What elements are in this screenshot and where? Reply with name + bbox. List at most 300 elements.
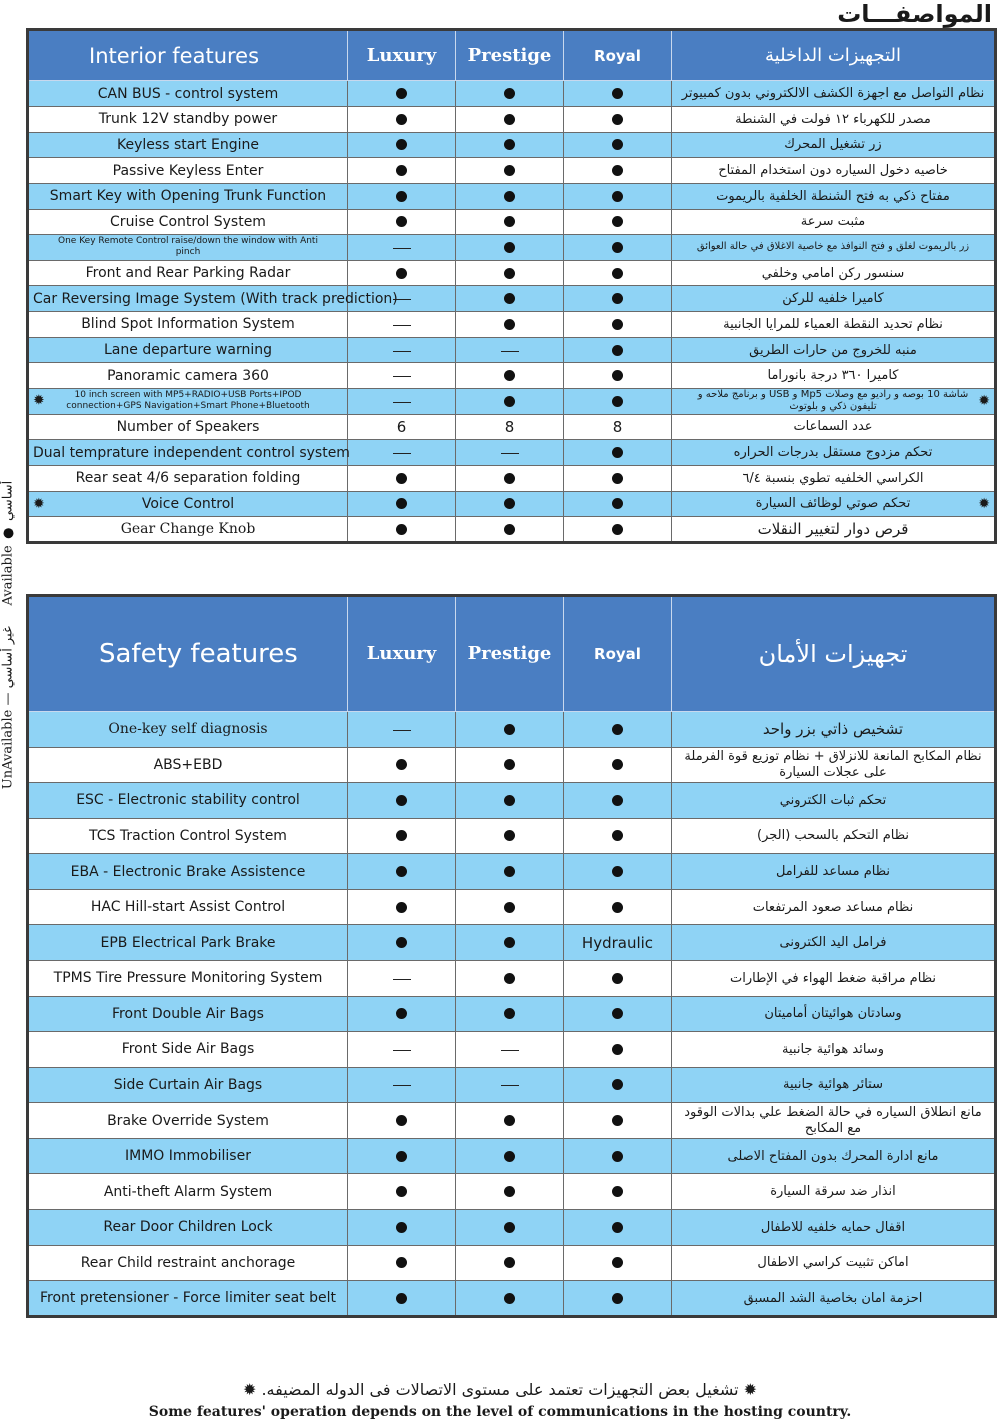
value-prestige — [456, 286, 564, 312]
availability-legend — [0, 475, 18, 795]
dash-icon: — — [0, 692, 16, 706]
table-row — [28, 1281, 996, 1317]
value-luxury — [348, 106, 456, 132]
filled-circle-icon — [396, 1222, 407, 1233]
dash-icon — [393, 351, 411, 352]
filled-circle-icon — [396, 902, 407, 913]
table-row — [28, 286, 996, 312]
value-prestige — [456, 783, 564, 819]
safety-title-en: Safety features — [28, 596, 348, 712]
table-row — [28, 209, 996, 235]
value-text: Hydraulic — [581, 934, 654, 953]
table-row — [28, 1174, 996, 1210]
feature-label-en: Side Curtain Air Bags — [113, 1076, 263, 1093]
filled-circle-icon — [504, 902, 515, 913]
value-royal — [564, 1174, 672, 1210]
feature-name-ar — [672, 711, 996, 747]
feature-name-ar — [672, 1245, 996, 1281]
table-row — [28, 854, 996, 890]
feature-label-ar: تشخيص ذاتي بزر واحد — [762, 720, 904, 739]
feature-label-en: Front and Rear Parking Radar — [85, 265, 291, 282]
feature-label-en: Voice Control — [141, 495, 235, 512]
feature-label-en: Number of Speakers — [116, 418, 260, 435]
feature-label-en: Rear Door Children Lock — [103, 1219, 273, 1236]
feature-label-en: Blind Spot Information System — [81, 316, 295, 333]
feature-label-en: One-key self diagnosis — [108, 721, 268, 738]
filled-circle-icon — [504, 139, 515, 150]
value-prestige — [456, 260, 564, 286]
dash-icon — [501, 453, 519, 454]
feature-label-en: Front pretensioner - Force limiter seat belt — [40, 1290, 336, 1307]
value-prestige — [456, 1103, 564, 1139]
starburst-icon: ✹ — [978, 393, 990, 410]
value-luxury — [348, 388, 456, 414]
value-luxury — [348, 854, 456, 890]
filled-circle-icon — [612, 1008, 623, 1019]
dash-icon — [501, 1085, 519, 1086]
value-royal — [564, 81, 672, 107]
feature-label-en: ABS+EBD — [153, 756, 223, 773]
feature-name-en — [28, 209, 348, 235]
filled-circle-icon — [612, 139, 623, 150]
feature-label-ar: فرامل اليد الكترونى — [779, 935, 887, 951]
filled-circle-icon — [612, 524, 623, 535]
table-row — [28, 465, 996, 491]
value-prestige — [456, 747, 564, 783]
feature-name-ar — [672, 260, 996, 286]
filled-circle-icon — [504, 795, 515, 806]
value-luxury — [348, 1174, 456, 1210]
value-text: 6 — [396, 418, 407, 437]
tier-prestige: Prestige — [456, 30, 564, 81]
feature-label-ar: نظام التواصل مع اجهزة الكشف الالكتروني بدون كمبيوتر — [681, 86, 985, 102]
feature-label-ar: نظام التحكم بالسحب (الجر) — [757, 828, 909, 844]
value-prestige — [456, 235, 564, 261]
feature-label-en: Brake Override System — [107, 1112, 269, 1129]
feature-label-en: Lane departure warning — [104, 342, 272, 359]
feature-label-ar: خاصيه دخول السياره دون استخدام المفتاح — [718, 163, 948, 179]
value-prestige — [456, 1138, 564, 1174]
value-luxury — [348, 517, 456, 543]
value-prestige — [456, 711, 564, 747]
value-royal — [564, 925, 672, 961]
feature-name-ar — [672, 1138, 996, 1174]
value-luxury — [348, 1032, 456, 1068]
feature-name-ar — [672, 81, 996, 107]
filled-circle-icon — [504, 830, 515, 841]
table-row — [28, 1210, 996, 1246]
feature-name-ar — [672, 747, 996, 783]
feature-name-en — [28, 132, 348, 158]
feature-name-ar — [672, 363, 996, 389]
value-luxury — [348, 1067, 456, 1103]
value-prestige — [456, 414, 564, 440]
feature-label-ar: مثبت سرعة — [800, 214, 866, 230]
value-prestige — [456, 465, 564, 491]
feature-label-en: Gear Change Knob — [120, 521, 256, 538]
feature-name-ar — [672, 996, 996, 1032]
value-luxury — [348, 960, 456, 996]
feature-label-ar: انذار ضد سرقة السيارة — [770, 1184, 896, 1200]
value-luxury — [348, 491, 456, 517]
feature-label-ar: اقفال حمايه خلفيه للاطفال — [760, 1219, 906, 1235]
filled-circle-icon — [396, 268, 407, 279]
safety-features-table — [26, 594, 997, 1318]
value-royal — [564, 1103, 672, 1139]
table-row — [28, 363, 996, 389]
filled-circle-icon — [504, 396, 515, 407]
table-row — [28, 260, 996, 286]
dash-icon — [393, 1085, 411, 1086]
filled-circle-icon — [3, 528, 13, 538]
feature-label-ar: عدد السماعات — [793, 419, 873, 435]
filled-circle-icon — [504, 1151, 515, 1162]
feature-label-en: One Key Remote Control raise/down the window with Anti pinch — [58, 236, 318, 258]
feature-name-ar — [672, 158, 996, 184]
feature-name-en — [28, 388, 348, 414]
filled-circle-icon — [612, 370, 623, 381]
dash-icon — [501, 351, 519, 352]
filled-circle-icon — [612, 293, 623, 304]
filled-circle-icon — [396, 114, 407, 125]
value-royal — [564, 818, 672, 854]
value-prestige — [456, 1281, 564, 1317]
feature-label-ar: وسادتان هوائيتان أماميتان — [764, 1006, 902, 1022]
tier-prestige: Prestige — [456, 596, 564, 712]
filled-circle-icon — [504, 1222, 515, 1233]
feature-name-ar — [672, 1174, 996, 1210]
filled-circle-icon — [612, 902, 623, 913]
filled-circle-icon — [396, 1115, 407, 1126]
feature-label-ar: مصدر للكهرباء ١٢ فولت في الشنطة — [735, 111, 931, 127]
table-row — [28, 996, 996, 1032]
value-luxury — [348, 209, 456, 235]
value-royal — [564, 1138, 672, 1174]
feature-name-en — [28, 1174, 348, 1210]
value-royal — [564, 960, 672, 996]
value-luxury — [348, 235, 456, 261]
filled-circle-icon — [396, 1257, 407, 1268]
filled-circle-icon — [504, 370, 515, 381]
feature-name-en — [28, 1032, 348, 1068]
value-royal — [564, 363, 672, 389]
value-luxury — [348, 783, 456, 819]
value-royal — [564, 996, 672, 1032]
filled-circle-icon — [612, 1151, 623, 1162]
filled-circle-icon — [612, 1257, 623, 1268]
filled-circle-icon — [504, 473, 515, 484]
feature-name-ar — [672, 414, 996, 440]
filled-circle-icon — [396, 498, 407, 509]
value-luxury — [348, 132, 456, 158]
value-prestige — [456, 1210, 564, 1246]
feature-name-en — [28, 1281, 348, 1317]
legend-available-ar: أساسي — [0, 480, 16, 521]
value-prestige — [456, 960, 564, 996]
feature-label-ar: كاميرا خلفيه للركن — [782, 291, 884, 307]
table-row — [28, 925, 996, 961]
feature-name-ar — [672, 491, 996, 517]
feature-label-ar: ستائر هوائية جانبية — [783, 1077, 883, 1093]
filled-circle-icon — [612, 319, 623, 330]
table-row — [28, 1032, 996, 1068]
feature-name-en — [28, 1103, 348, 1139]
tier-royal: Royal — [564, 596, 672, 712]
filled-circle-icon — [396, 759, 407, 770]
value-luxury — [348, 1138, 456, 1174]
feature-label-en: Trunk 12V standby power — [98, 111, 278, 128]
filled-circle-icon — [612, 866, 623, 877]
interior-features-table — [26, 28, 997, 544]
feature-name-en — [28, 235, 348, 261]
value-prestige — [456, 1245, 564, 1281]
feature-label-en: Front Double Air Bags — [112, 1005, 264, 1022]
value-prestige — [456, 996, 564, 1032]
feature-label-ar: كاميرا ٣٦٠ درجة بانوراما — [767, 368, 899, 384]
value-prestige — [456, 81, 564, 107]
filled-circle-icon — [504, 1008, 515, 1019]
table-row — [28, 183, 996, 209]
filled-circle-icon — [504, 165, 515, 176]
value-royal — [564, 158, 672, 184]
feature-label-ar: تحكم صوتي لوظائف السيارة — [755, 496, 911, 512]
feature-name-ar — [672, 1210, 996, 1246]
filled-circle-icon — [504, 498, 515, 509]
feature-name-en — [28, 1138, 348, 1174]
value-prestige — [456, 517, 564, 543]
value-luxury — [348, 414, 456, 440]
feature-label-en: Anti-theft Alarm System — [103, 1183, 273, 1200]
dash-icon — [393, 1050, 411, 1051]
feature-label-ar: مفتاح ذكي به فتح الشنطة الخلفية بالريموت — [716, 188, 950, 204]
feature-name-en — [28, 337, 348, 363]
feature-label-en: Dual temprature independent control system — [33, 444, 350, 461]
value-prestige — [456, 183, 564, 209]
table-row — [28, 81, 996, 107]
filled-circle-icon — [612, 191, 623, 202]
filled-circle-icon — [504, 937, 515, 948]
starburst-icon: ✹ — [33, 392, 45, 409]
filled-circle-icon — [396, 830, 407, 841]
dash-icon — [393, 325, 411, 326]
filled-circle-icon — [504, 759, 515, 770]
filled-circle-icon — [504, 242, 515, 253]
table-row — [28, 818, 996, 854]
value-luxury — [348, 925, 456, 961]
value-prestige — [456, 854, 564, 890]
filled-circle-icon — [612, 1079, 623, 1090]
filled-circle-icon — [612, 165, 623, 176]
feature-label-ar: شاشة 10 بوصه و راديو مع وصلات Mp5 و USB و برنامج ملاحه و تليفون ذكي و بلوتوث — [697, 389, 969, 413]
filled-circle-icon — [396, 139, 407, 150]
table-row — [28, 1103, 996, 1139]
filled-circle-icon — [504, 973, 515, 984]
value-luxury — [348, 158, 456, 184]
filled-circle-icon — [612, 795, 623, 806]
value-royal — [564, 337, 672, 363]
filled-circle-icon — [396, 165, 407, 176]
dash-icon — [393, 376, 411, 377]
feature-name-ar — [672, 783, 996, 819]
feature-name-ar — [672, 183, 996, 209]
interior-title-en: Interior features — [28, 30, 348, 81]
feature-label-ar: وسائد هوائية جانبية — [782, 1041, 884, 1057]
value-luxury — [348, 747, 456, 783]
value-royal — [564, 388, 672, 414]
tier-royal: Royal — [564, 30, 672, 81]
feature-label-en: Panoramic camera 360 — [107, 367, 269, 384]
feature-name-en — [28, 854, 348, 890]
feature-label-ar: اماكن تثبيت كراسي الاطفال — [757, 1255, 909, 1271]
value-royal — [564, 1281, 672, 1317]
feature-label-en: IMMO Immobiliser — [125, 1148, 251, 1165]
value-luxury — [348, 337, 456, 363]
feature-name-ar — [672, 465, 996, 491]
feature-name-ar — [672, 337, 996, 363]
value-royal — [564, 854, 672, 890]
feature-label-ar: نظام مساعد صعود المرتفعات — [752, 899, 914, 915]
value-luxury — [348, 889, 456, 925]
value-prestige — [456, 209, 564, 235]
value-luxury — [348, 1281, 456, 1317]
tier-luxury: Luxury — [348, 30, 456, 81]
filled-circle-icon — [396, 937, 407, 948]
filled-circle-icon — [612, 1293, 623, 1304]
value-prestige — [456, 818, 564, 854]
feature-name-en — [28, 81, 348, 107]
feature-label-en: HAC Hill-start Assist Control — [90, 899, 286, 916]
feature-name-en — [28, 440, 348, 466]
value-luxury — [348, 465, 456, 491]
value-royal — [564, 260, 672, 286]
feature-label-en: Smart Key with Opening Trunk Function — [49, 188, 327, 205]
value-royal — [564, 235, 672, 261]
feature-name-en — [28, 996, 348, 1032]
value-royal — [564, 1032, 672, 1068]
footer-note-ar — [0, 1380, 1000, 1399]
filled-circle-icon — [396, 524, 407, 535]
feature-name-en — [28, 465, 348, 491]
value-royal — [564, 889, 672, 925]
feature-label-ar: نظام تحديد النقطة العمياء للمرايا الجانبية — [723, 316, 943, 332]
filled-circle-icon — [504, 268, 515, 279]
filled-circle-icon — [396, 1293, 407, 1304]
feature-name-ar — [672, 312, 996, 338]
feature-label-ar: قرص دوار لتغيير النقلات — [757, 520, 909, 539]
table-row — [28, 337, 996, 363]
filled-circle-icon — [504, 114, 515, 125]
feature-label-en: ESC - Electronic stability control — [76, 792, 300, 809]
filled-circle-icon — [504, 1186, 515, 1197]
table-row — [28, 132, 996, 158]
dash-icon — [393, 979, 411, 980]
feature-label-en: TPMS Tire Pressure Monitoring System — [53, 970, 323, 987]
feature-name-en — [28, 747, 348, 783]
feature-name-ar — [672, 286, 996, 312]
value-prestige — [456, 388, 564, 414]
value-prestige — [456, 889, 564, 925]
value-royal — [564, 132, 672, 158]
starburst-icon: ✹ — [978, 495, 990, 512]
table-row — [28, 312, 996, 338]
feature-label-ar: زر تشغيل المحرك — [784, 137, 882, 153]
feature-label-en: EBA - Electronic Brake Assistence — [70, 863, 306, 880]
filled-circle-icon — [612, 345, 623, 356]
filled-circle-icon — [396, 88, 407, 99]
value-prestige — [456, 1032, 564, 1068]
filled-circle-icon — [612, 973, 623, 984]
table-row — [28, 1067, 996, 1103]
legend-unavailable-ar: غير أساسي — [0, 626, 16, 689]
feature-label-ar: نظام مراقبة ضغط الهواء في الإطارات — [730, 970, 936, 986]
dash-icon — [393, 730, 411, 731]
feature-label-ar: مانع انطلاق السياره في حالة الضغط علي بدالات الوقود مع المكابح — [684, 1104, 982, 1136]
value-prestige — [456, 158, 564, 184]
safety-title-ar: تجهيزات الأمان — [672, 596, 996, 712]
filled-circle-icon — [612, 473, 623, 484]
feature-label-en: 10 inch screen with MP5+RADIO+USB Ports+IPOD connection+GPS Navigation+Smart Phone+Bluetooth — [66, 390, 310, 412]
feature-label-en: Car Reversing Image System (With track prediction) — [33, 290, 398, 307]
value-text: 8 — [612, 418, 623, 437]
value-luxury — [348, 818, 456, 854]
table-row — [28, 960, 996, 996]
filled-circle-icon — [396, 1186, 407, 1197]
value-prestige — [456, 1067, 564, 1103]
filled-circle-icon — [504, 319, 515, 330]
legend-unavailable-en: UnAvailable — [0, 709, 16, 790]
feature-name-en — [28, 889, 348, 925]
feature-name-ar — [672, 132, 996, 158]
filled-circle-icon — [612, 759, 623, 770]
feature-name-en — [28, 286, 398, 312]
value-royal — [564, 183, 672, 209]
value-royal — [564, 440, 672, 466]
feature-label-ar: احزمة امان بخاصية الشد المسبق — [743, 1290, 923, 1306]
value-prestige — [456, 337, 564, 363]
table-row — [28, 491, 996, 517]
value-prestige — [456, 312, 564, 338]
filled-circle-icon — [612, 1186, 623, 1197]
feature-label-en: Front Side Air Bags — [121, 1041, 255, 1058]
feature-name-en — [28, 363, 348, 389]
value-text: 8 — [504, 418, 515, 437]
value-royal — [564, 783, 672, 819]
filled-circle-icon — [612, 88, 623, 99]
filled-circle-icon — [612, 830, 623, 841]
value-luxury — [348, 183, 456, 209]
table-row — [28, 414, 996, 440]
value-royal — [564, 711, 672, 747]
table-row — [28, 711, 996, 747]
value-luxury — [348, 440, 456, 466]
footer-note-ar-text: تشغيل بعض التجهيزات تعتمد على مستوى الاتصالات فى الدوله المضيفه. — [261, 1380, 739, 1399]
feature-name-ar — [672, 889, 996, 925]
feature-label-ar: سنسور ركن امامي وخلفي — [761, 265, 905, 281]
feature-label-en: Keyless start Engine — [117, 136, 259, 153]
feature-name-ar — [672, 960, 996, 996]
feature-name-ar — [672, 1281, 996, 1317]
feature-label-en: Cruise Control System — [110, 213, 266, 230]
feature-name-ar — [672, 1067, 996, 1103]
dash-icon — [393, 248, 411, 249]
table-row — [28, 889, 996, 925]
value-luxury — [348, 81, 456, 107]
feature-name-ar — [672, 106, 996, 132]
filled-circle-icon — [504, 191, 515, 202]
filled-circle-icon — [612, 216, 623, 227]
feature-label-ar: مانع ادارة المحرك بدون المفتاح الاصلى — [727, 1148, 939, 1164]
feature-name-en — [28, 711, 348, 747]
